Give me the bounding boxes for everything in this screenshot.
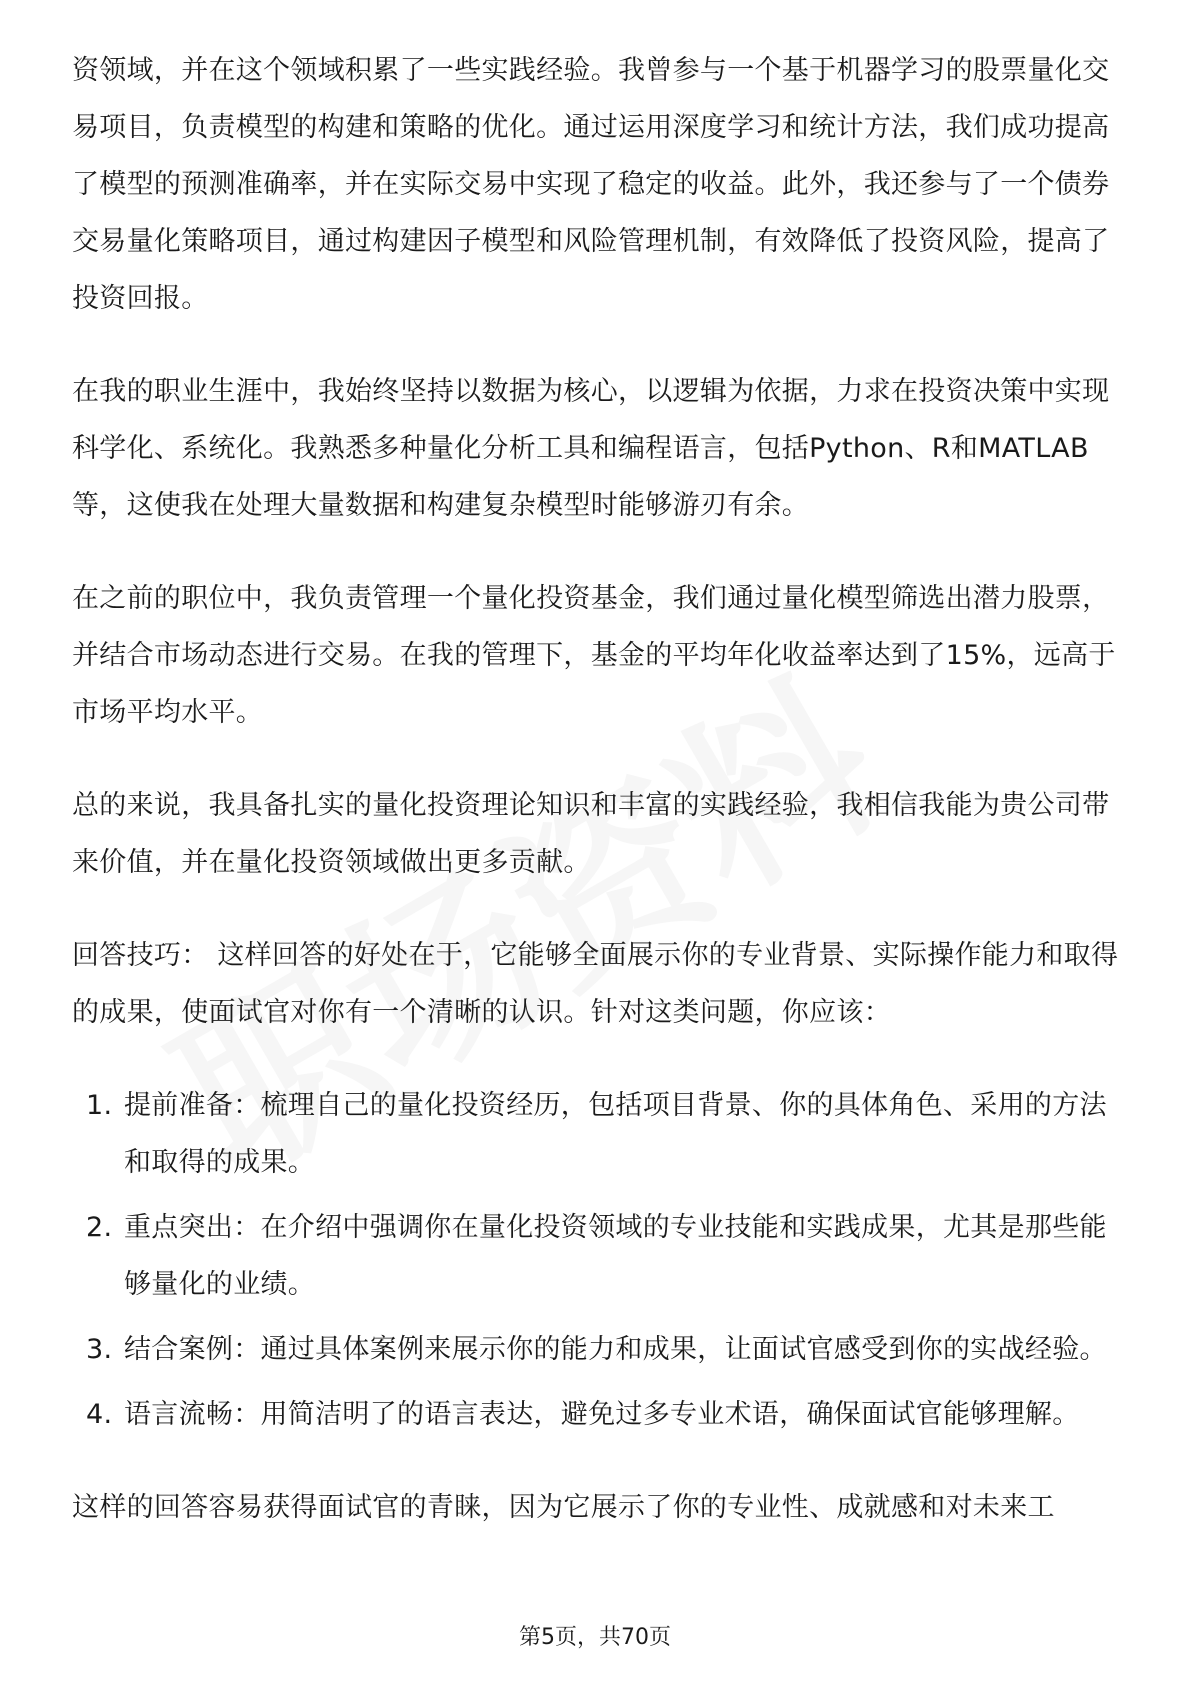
- tips-list: [72, 1077, 1132, 1443]
- list-item-text: 语言流畅：用简洁明了的语言表达，避免过多专业术语，确保面试官能够理解。: [124, 1399, 1080, 1430]
- list-item-text: 重点突出：在介绍中强调你在量化投资领域的专业技能和实践成果，尤其是那些能够量化的业绩。: [124, 1212, 1107, 1300]
- closing-paragraph: 这样的回答容易获得面试官的青睐，因为它展示了你的专业性、成就感和对未来工: [72, 1492, 1055, 1523]
- list-number: 1.: [86, 1090, 113, 1121]
- paragraph-4: 总的来说，我具备扎实的量化投资理论知识和丰富的实践经验，我相信我能为贵公司带来价值，并在量化投资领域做出更多贡献。: [72, 790, 1110, 878]
- paragraph-3: 在之前的职位中，我负责管理一个量化投资基金，我们通过量化模型筛选出潜力股票，并结合市场动态进行交易。在我的管理下，基金的平均年化收益率达到了15%，远高于市场平均水平。: [72, 583, 1116, 728]
- list-item-text: 提前准备：梳理自己的量化投资经历，包括项目背景、你的具体角色、采用的方法和取得的成果。: [124, 1090, 1107, 1178]
- list-item: [72, 1199, 1132, 1313]
- list-item: [72, 1386, 1132, 1443]
- list-number: 2.: [86, 1212, 113, 1243]
- list-number: 4.: [86, 1399, 113, 1430]
- list-item-text: 结合案例：通过具体案例来展示你的能力和成果，让面试官感受到你的实战经验。: [124, 1334, 1107, 1365]
- page-footer: 第5页，共70页: [519, 1625, 671, 1650]
- list-item: [72, 1077, 1132, 1191]
- paragraph-1: 资领域，并在这个领域积累了一些实践经验。我曾参与一个基于机器学习的股票量化交易项目，负责模型的构建和策略的优化。通过运用深度学习和统计方法，我们成功提高了模型的预测准确率，并在实际交易中实现了稳定的收益。此外，我还参与了一个债券交易量化策略项目，通过构建因子模型和风险管理机制，有效降低了投资风险，提高了投资回报。: [72, 55, 1110, 314]
- paragraph-2: 在我的职业生涯中，我始终坚持以数据为核心，以逻辑为依据，力求在投资决策中实现科学化、系统化。我熟悉多种量化分析工具和编程语言，包括Python、R和MATLAB等，这使我在处理大量数据和构建复杂模型时能够游刃有余。: [72, 376, 1110, 521]
- list-item: [72, 1321, 1132, 1378]
- page-content: [72, 42, 1132, 1572]
- list-number: 3.: [86, 1334, 113, 1365]
- answer-tips-paragraph: 回答技巧： 这样回答的好处在于，它能够全面展示你的专业背景、实际操作能力和取得的成果，使面试官对你有一个清晰的认识。针对这类问题，你应该：: [72, 940, 1119, 1028]
